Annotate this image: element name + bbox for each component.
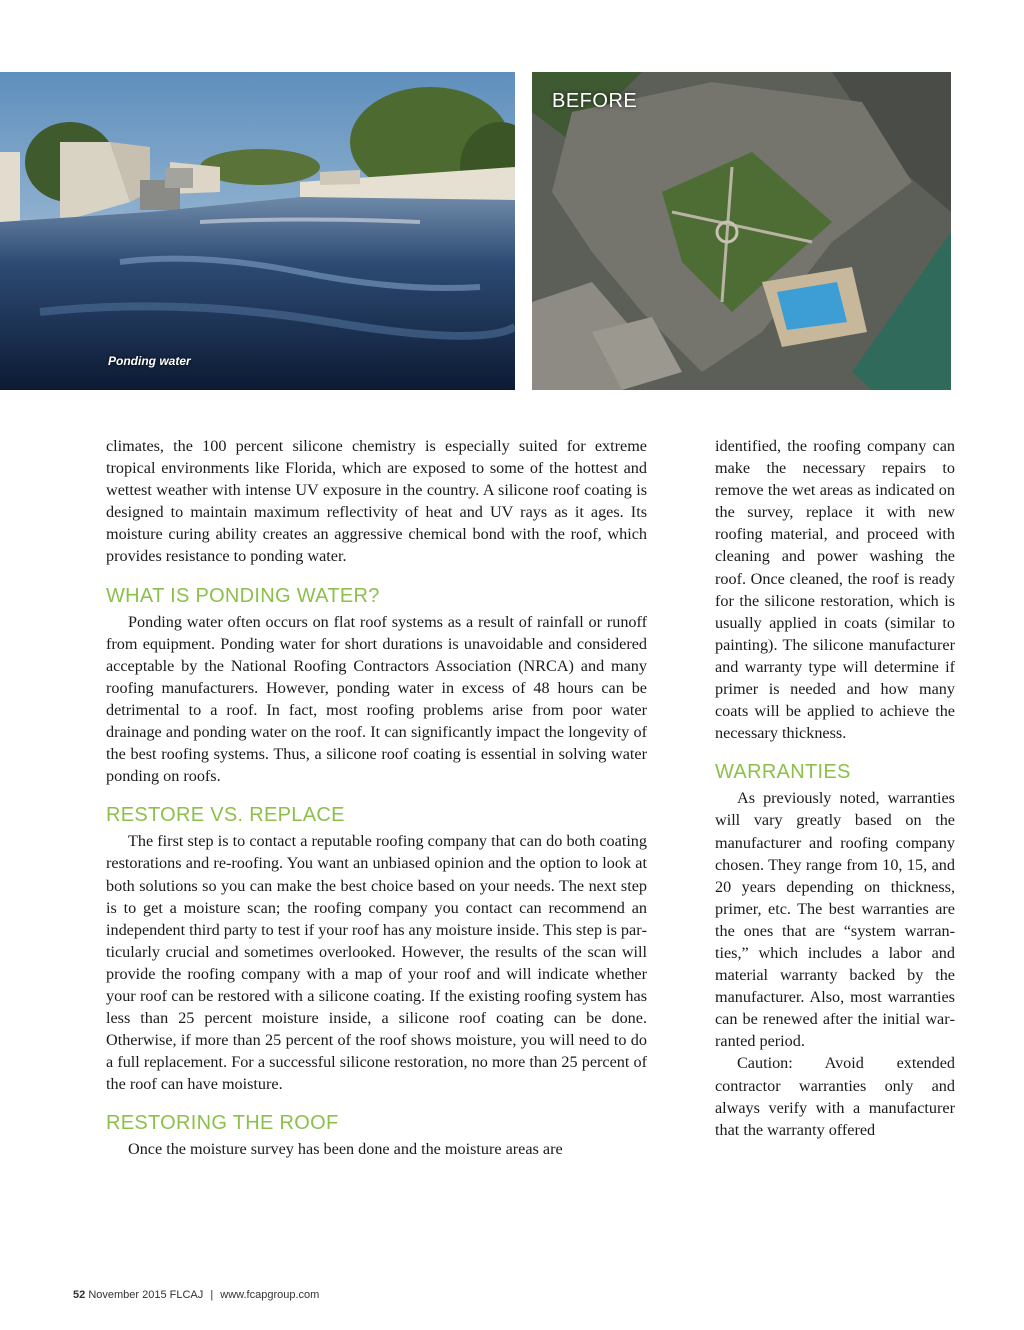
- footer-separator: |: [210, 1289, 214, 1301]
- left-column: [106, 435, 647, 1161]
- before-label: BEFORE: [552, 90, 638, 112]
- page-footer: [73, 1289, 319, 1301]
- aerial-roof-image: [532, 72, 951, 390]
- heading-restore-vs-replace: RESTORE VS. REPLACE: [106, 804, 345, 827]
- intro-paragraph: climates, the 100 percent silicone chemistry is especially suited for extreme tropical environments like Florida, which are exposed to some of the hottest and wettest weather with intense UV exposure in the country. A silicone roof coating is designed to maintain maximum reflectivity of heat and UV rays as it ages. Its moisture curing ability creates an aggressive chemical bond with the roof, which provides resistance to ponding water.: [106, 437, 647, 566]
- restoring-paragraph: Once the moisture survey has been done and the moisture areas are: [128, 1140, 563, 1159]
- aerial-before-photo: [532, 72, 951, 390]
- issue-date: November 2015: [88, 1289, 167, 1301]
- continued-paragraph: identified, the roofing company can make the necessary repairs to remove the wet areas as indicated on the survey, replace it with new roofing material, and proceed with cleaning and power washing the roof. Once cleaned, the roof is ready for the silicone restoration, which is usually applied in coats (similar to painting). The silicone manufacturer and warranty type will determine if primer is needed and how many coats will be applied to achieve the necessary thickness.: [715, 437, 955, 743]
- heading-restoring-roof: RESTORING THE ROOF: [106, 1112, 339, 1135]
- right-column: [715, 435, 955, 1141]
- warranties-paragraph: As previously noted, warranties will vary greatly based on the manufacturer and roofing company chosen. They range from 10, 15, and 20 years depending on thickness, primer, etc. The best warranties are the ones that are “system warranties,” which includes a labor and material warranty backed by the manufacturer. Also, most warranties can be renewed after the initial warranted period.: [715, 789, 955, 1051]
- publication-name: FLCAJ: [169, 1289, 204, 1301]
- caution-paragraph: Caution: Avoid extended contractor warranties only and always verify with a manufacturer that the warranty offered: [715, 1054, 955, 1139]
- page-number: 52: [73, 1289, 86, 1301]
- heading-warranties: WARRANTIES: [715, 761, 851, 784]
- heading-ponding-water: WHAT IS PONDING WATER?: [106, 584, 380, 607]
- ponding-paragraph: Ponding water often occurs on flat roof systems as a result of rainfall or runoff from equipment. Ponding water for short durations is unavoidable and considered acceptable by the National Roofing Contractors Association (NRCA) and many roofing manufacturers. However, ponding water in excess of 48 hours can be detrimental to a roof. In fact, most roofing problems arise from poor water drainage and ponding water on the roof. It can significantly impact the longevity of the best roofing systems. Thus, a silicone roof coating is essential in solving water ponding on roofs.: [106, 612, 647, 786]
- restore-paragraph: The first step is to contact a reputable roofing company that can do both coating restorations and re-roofing. You want an unbiased opinion and the option to look at both solutions so you can make the best choice based on your needs. The next step is to get a moisture scan; the roofing company you contact can recommend an independent third party to test if your roof has any moisture inside. This step is particularly crucial and sometimes overlooked. However, the results of the scan will provide the roofing company with a map of your roof and will indicate whether your roof can be restored with a silicone coating. If the existing roofing system has less than 25 percent moisture inside, a silicone roof coating can be done. Otherwise, if more than 25 percent of the roof shows moisture, you will need to do a full replacement. For a successful silicone restoration, no more than 25 percent of the roof can have moisture.: [106, 832, 647, 1094]
- website-link[interactable]: www.fcapgroup.com: [220, 1289, 320, 1301]
- ponding-water-photo: [0, 72, 515, 390]
- ponding-water-image: [0, 72, 515, 390]
- photo-caption: Ponding water: [108, 354, 191, 368]
